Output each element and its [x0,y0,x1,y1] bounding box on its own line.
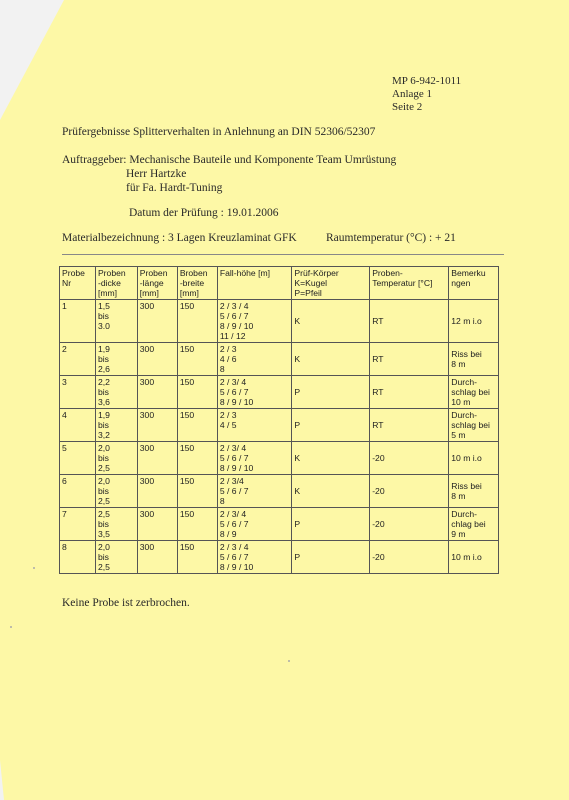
cell-sample-temperature: RT [370,409,449,442]
cell-width: 150 [177,475,217,508]
cell-length: 300 [137,541,177,574]
table-row [60,508,499,541]
cell-thickness: 1,9 bis 2,6 [95,343,137,376]
paper-speck [288,660,290,662]
cell-length: 300 [137,376,177,409]
header-probe-nr: Probe Nr [60,267,96,300]
cell-test-body: P [292,376,370,409]
cell-probe-nr: 7 [60,508,96,541]
cell-test-body: P [292,541,370,574]
cell-thickness: 1,9 bis 3,2 [95,409,137,442]
cell-length: 300 [137,475,177,508]
ref-page: Seite 2 [392,101,423,113]
cell-width: 150 [177,300,217,343]
test-date: Datum der Prüfung : 19.01.2006 [129,207,279,219]
header-thickness: Proben -dicke [mm] [95,267,137,300]
paper-speck [33,567,35,569]
cell-thickness: 2,0 bis 2,5 [95,541,137,574]
cell-length: 300 [137,508,177,541]
cell-sample-temperature: RT [370,300,449,343]
cell-remarks: Riss bei 8 m [449,475,499,508]
cell-probe-nr: 6 [60,475,96,508]
header-sample-temperature: Proben- Temperatur [°C] [370,267,449,300]
cell-test-body: P [292,508,370,541]
cell-drop-height: 2 / 3 / 4 5 / 6 / 7 8 / 9 / 10 [217,541,292,574]
cell-remarks: 10 m i.o [449,442,499,475]
table-row [60,541,499,574]
cell-sample-temperature: RT [370,343,449,376]
header-drop-height: Fall-höhe [m] [217,267,292,300]
cell-test-body: K [292,442,370,475]
client-block [62,153,396,195]
cell-remarks: Durch- schlag bei 5 m [449,409,499,442]
material-designation: Materialbezeichnung : 3 Lagen Kreuzlaminat GFK [62,232,297,244]
cell-thickness: 2,5 bis 3,5 [95,508,137,541]
table-row [60,376,499,409]
cell-remarks: 12 m i.o [449,300,499,343]
cell-probe-nr: 3 [60,376,96,409]
cell-remarks: 10 m i.o [449,541,499,574]
cell-width: 150 [177,541,217,574]
table-row [60,300,499,343]
cell-sample-temperature: RT [370,376,449,409]
table-row [60,442,499,475]
cell-remarks: Durch- schlag bei 10 m [449,376,499,409]
cell-drop-height: 2 / 3/4 5 / 6 / 7 8 [217,475,292,508]
cell-probe-nr: 8 [60,541,96,574]
cell-drop-height: 2 / 3 4 / 5 [217,409,292,442]
cell-probe-nr: 1 [60,300,96,343]
cell-thickness: 2,0 bis 2,5 [95,475,137,508]
document-title: Prüfergebnisse Splitterverhalten in Anlehnung an DIN 52306/52307 [62,126,376,138]
client-label: Auftraggeber: [62,154,127,166]
cell-length: 300 [137,343,177,376]
header-length: Proben -länge [mm] [137,267,177,300]
closing-note: Keine Probe ist zerbrochen. [62,597,190,609]
cell-remarks: Durch- chlag bei 9 m [449,508,499,541]
table-row [60,409,499,442]
paper-speck [10,626,12,628]
cell-test-body: P [292,409,370,442]
cell-width: 150 [177,442,217,475]
table-row [60,475,499,508]
cell-width: 150 [177,409,217,442]
cell-length: 300 [137,409,177,442]
table-header-row [60,267,499,300]
cell-test-body: K [292,300,370,343]
cell-thickness: 2,2 bis 3,6 [95,376,137,409]
table-row [60,343,499,376]
header-width: Broben -breite [mm] [177,267,217,300]
cell-test-body: K [292,343,370,376]
cell-test-body: K [292,475,370,508]
cell-drop-height: 2 / 3 / 4 5 / 6 / 7 8 / 9 / 10 11 / 12 [217,300,292,343]
room-temperature: Raumtemperatur (°C) : + 21 [326,232,456,244]
cell-width: 150 [177,343,217,376]
cell-probe-nr: 5 [60,442,96,475]
cell-probe-nr: 4 [60,409,96,442]
cell-remarks: Riss bei 8 m [449,343,499,376]
cell-sample-temperature: -20 [370,442,449,475]
cell-drop-height: 2 / 3/ 4 5 / 6 / 7 8 / 9 / 10 [217,442,292,475]
cell-thickness: 2,0 bis 2,5 [95,442,137,475]
cell-sample-temperature: -20 [370,541,449,574]
ref-number: MP 6-942-1011 [392,75,462,87]
cell-length: 300 [137,442,177,475]
document-reference [392,75,461,114]
client-company: Mechanische Bauteile und Komponente Team Umrüstung [129,154,397,166]
cell-length: 300 [137,300,177,343]
client-for: für Fa. Hardt-Tuning [126,182,223,194]
cell-width: 150 [177,508,217,541]
results-table [59,266,499,574]
cell-probe-nr: 2 [60,343,96,376]
divider-line [62,254,504,255]
cell-drop-height: 2 / 3 4 / 6 8 [217,343,292,376]
header-remarks: Bemerku ngen [449,267,499,300]
client-person: Herr Hartzke [126,168,187,180]
cell-sample-temperature: -20 [370,475,449,508]
cell-width: 150 [177,376,217,409]
cell-sample-temperature: -20 [370,508,449,541]
ref-annex: Anlage 1 [392,88,433,100]
cell-drop-height: 2 / 3/ 4 5 / 6 / 7 8 / 9 / 10 [217,376,292,409]
cell-drop-height: 2 / 3/ 4 5 / 6 / 7 8 / 9 [217,508,292,541]
cell-thickness: 1,5 bis 3.0 [95,300,137,343]
header-test-body: Prüf-Körper K=Kugel P=Pfeil [292,267,370,300]
